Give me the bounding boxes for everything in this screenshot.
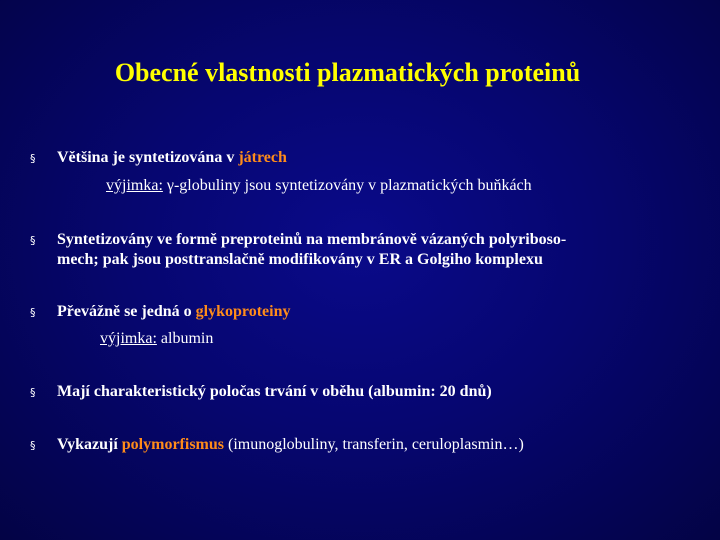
bullet-icon: § xyxy=(30,306,36,319)
exception-line-3 xyxy=(100,329,213,349)
text-line: mech; pak jsou posttranslačně modifikovány v ER a Golgiho komplexu xyxy=(57,251,543,268)
bullet-text xyxy=(57,148,700,168)
exception-label: výjimka: xyxy=(106,177,163,194)
exception-label: výjimka: xyxy=(100,330,157,347)
slide-title: Obecné vlastnosti plazmatických proteinů xyxy=(114,58,581,87)
bullet-icon: § xyxy=(30,439,36,452)
exception-text: γ-globuliny jsou syntetizovány v plazmatických buňkách xyxy=(162,177,532,194)
highlighted-term: glykoproteiny xyxy=(195,303,291,320)
bullet-text xyxy=(57,230,700,270)
text-part: Vykazují xyxy=(57,436,122,453)
bullet-icon: § xyxy=(30,386,36,399)
text-line: Syntetizovány ve formě preproteinů na membránově vázaných polyriboso- xyxy=(57,231,567,248)
bullet-icon: § xyxy=(30,152,36,165)
exception-line-1 xyxy=(106,176,532,196)
bullet-icon: § xyxy=(30,234,36,247)
exception-text: albumin xyxy=(156,330,214,347)
highlighted-term: polymorfismus xyxy=(121,436,224,453)
bullet-text xyxy=(57,302,700,322)
text-part: Většina je syntetizována v xyxy=(57,149,239,166)
text-part: Převážně se jedná o xyxy=(57,303,196,320)
highlighted-term: játrech xyxy=(238,149,287,166)
text-part: (imunoglobuliny, transferin, ceruloplasmin…) xyxy=(224,436,524,453)
bullet-text: Mají charakteristický poločas trvání v oběhu (albumin: 20 dnů) xyxy=(57,383,492,400)
bullet-text xyxy=(57,435,700,455)
